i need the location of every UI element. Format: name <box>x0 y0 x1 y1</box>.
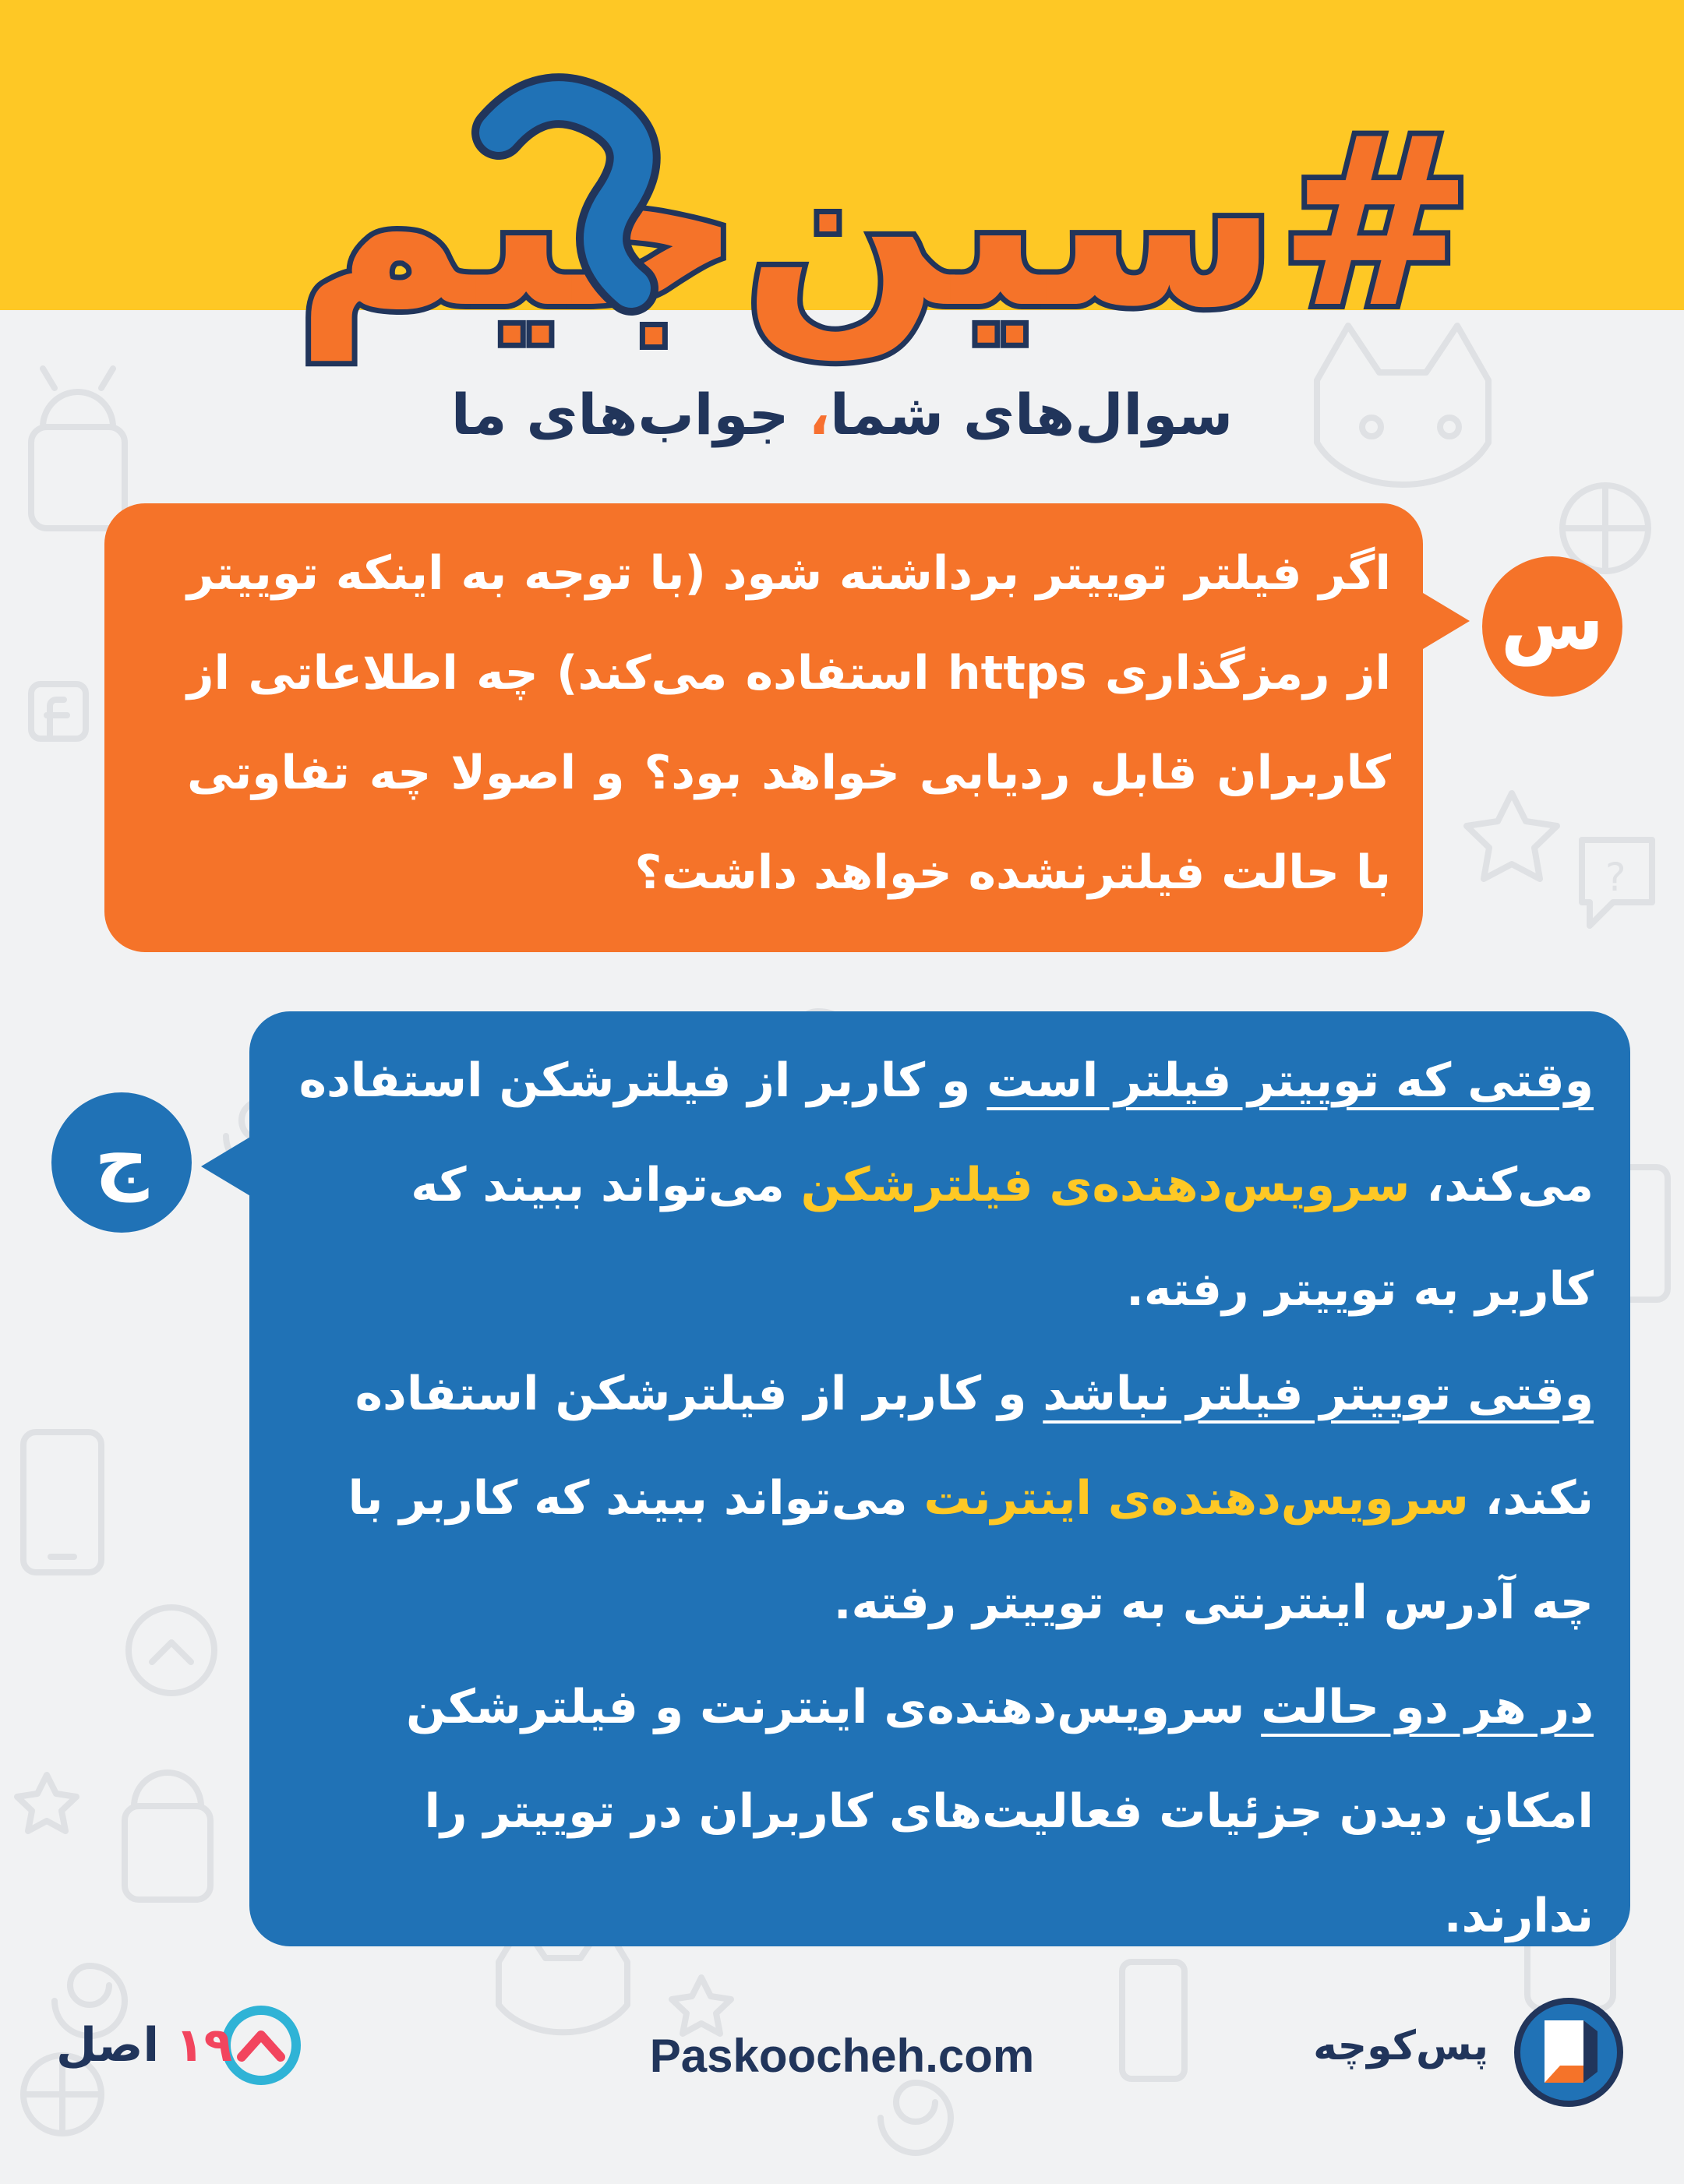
page-subtitle <box>0 382 1684 447</box>
spiral-icon <box>881 2083 951 2153</box>
answer-paragraph-1 <box>284 1028 1594 1342</box>
subtitle-comma: ، <box>808 382 830 447</box>
answer-badge: ج <box>51 1092 192 1233</box>
globe-icon <box>1562 485 1648 571</box>
answer-p1-highlight: سرویس‌دهنده‌ی فیلترشکن <box>800 1158 1410 1212</box>
answer-p2-underlined: وقتی توییتر فیلتر نباشد <box>1043 1367 1594 1421</box>
question-text: اگر فیلتر توییتر برداشته شود (با توجه به اینکه توییتر از رمزگذاری https استفاده می‌کند) چه اطلاعاتی از کاربران قابل ردیابی خواهد بود؟ و اصولا چه تفاوتی با حالت فیلترنشده خواهد داشت؟ <box>187 546 1391 900</box>
brand-name: پس‌کوچه <box>1313 2023 1488 2069</box>
chat-icon <box>1582 840 1652 926</box>
question-badge: س <box>1482 556 1622 697</box>
answer-paragraph-2 <box>284 1342 1594 1655</box>
answer-bubble-tail <box>201 1134 256 1199</box>
answer-p3-a: سرویس‌دهنده‌ی اینترنت و فیلترشکن امکانِ دیدن جزئیات فعالیت‌های کاربران در توییتر را ندارند. <box>405 1680 1594 1943</box>
answer-p3-underlined: در هر دو حالت <box>1261 1680 1594 1734</box>
principle-number: ۱۹ <box>175 2018 233 2073</box>
answer-p2-highlight: سرویس‌دهنده‌ی اینترنت <box>923 1471 1469 1526</box>
subtitle-questions: سوال‌های شما <box>829 382 1234 447</box>
svg-text:?: ? <box>1605 855 1626 900</box>
principle-word: اصل <box>56 2018 160 2073</box>
star-icon <box>672 1978 731 2034</box>
answer-p2-a: و کاربر از فیلترشکن استفاده نکند، <box>355 1367 1594 1526</box>
website-link[interactable]: Paskoocheh.com <box>649 2030 1035 2082</box>
answer-p1-a: و کاربر از فیلترشکن استفاده می‌کند، <box>298 1053 1594 1212</box>
answer-p1-underlined: وقتی که توییتر فیلتر است <box>987 1053 1594 1108</box>
answer-p2-b: می‌تواند ببیند که کاربر با چه آدرس اینترنتی به توییتر رفته. <box>348 1471 1594 1630</box>
android-icon <box>125 1773 210 1900</box>
star-icon <box>17 1775 76 1831</box>
phone-icon <box>23 1432 101 1572</box>
star-icon <box>1467 793 1557 879</box>
facebook-icon <box>31 684 86 739</box>
logo-text: #سین‌جیم <box>295 87 1474 359</box>
circle-caret-icon <box>129 1607 214 1693</box>
answer-p1-b: می‌تواند ببیند که کاربر به توییتر رفته. <box>411 1158 1594 1317</box>
subtitle-answers: جواب‌های ما <box>450 382 809 447</box>
question-bubble-tail <box>1415 588 1470 654</box>
logo-hashtag-sinjim <box>295 47 1474 382</box>
answer-text <box>284 1028 1594 1968</box>
answer-paragraph-3 <box>284 1655 1594 1968</box>
paskoocheh-logo-icon <box>1513 1997 1624 2108</box>
